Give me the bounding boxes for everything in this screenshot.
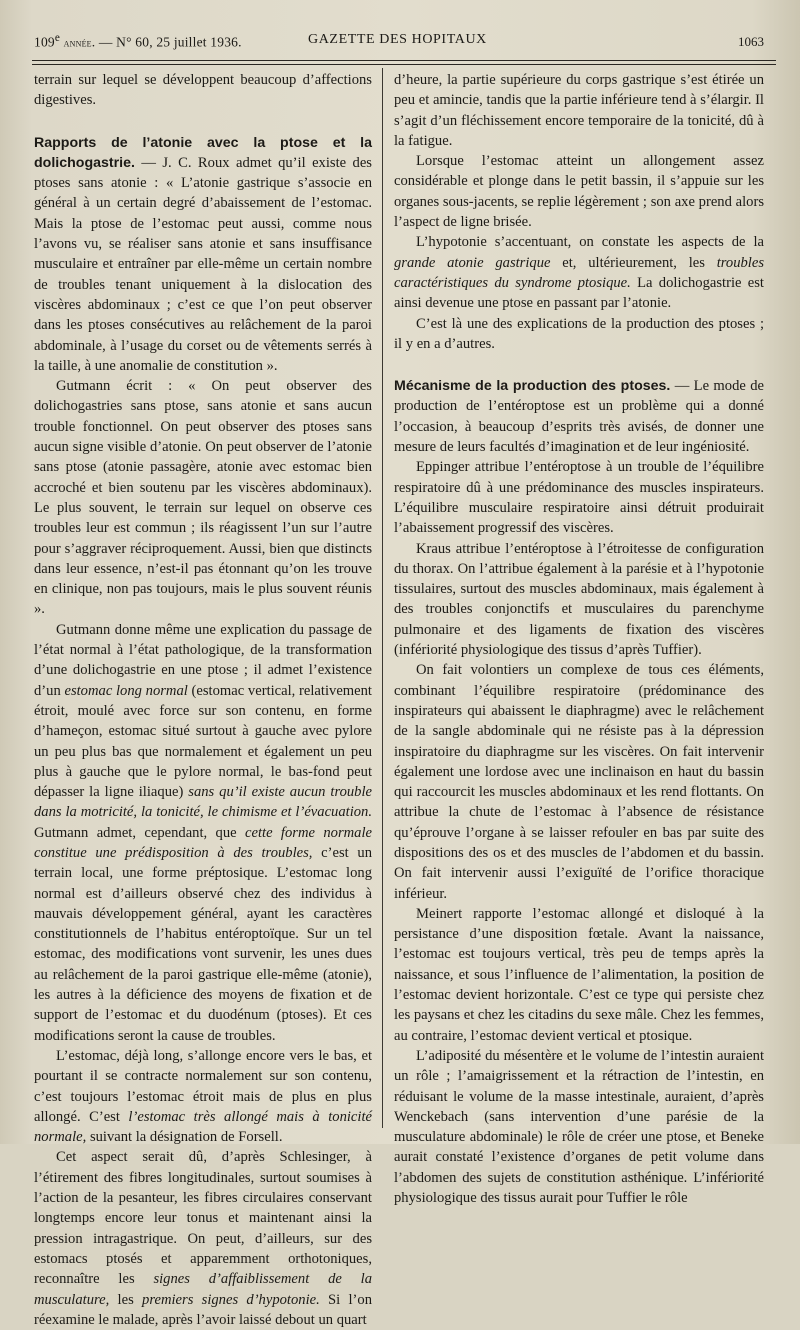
- paragraph: L’estomac, déjà long, s’allonge encore vers le bas, et pourtant il se contracte normalement sur son contenu, c’est toujours l’estomac étroit mais de plus en plus allongé. C’est l’estomac très allongé mais à tonicité normale, suivant la désignation de Forsell.: [34, 1047, 372, 1146]
- left-column: [34, 70, 372, 1330]
- paragraph: Kraus attribue l’entéroptose à l’étroitesse de configuration du thorax. On l’attribue également à la parésie et à l’hypotonie tissulaires, surtout des muscles abdominaux, mais également à des troubles conjonctifs et musculaires du parenchyme pulmonaire et des ligaments de fixation des viscères (infériorité physiologique des tissus d’après Tuffier).: [394, 540, 764, 659]
- section-runin: — J. C. Roux admet qu’il existe des ptoses sans atonie : « L’atonie gastrique s’associe en général à un certain degré d’abaissement de l’estomac. Mais la ptose de l’estomac peut aussi, comme nous l’avons vu, se réaliser sans atonie et sans insuffisance musculaire et entraîner par elle-même un certain nombre de troubles tenant uniquement à la dislocation des viscères abdominaux ; c’est ce que l’on peut observer dans les ptoses consécutives au relâchement de la paroi abdominale, à l’usage du corset ou de vêtements serrés à la taille, à une anomalie de constitution ».: [34, 154, 372, 374]
- page-number: 1063: [738, 34, 764, 49]
- paragraph: terrain sur lequel se développent beaucoup d’affections digestives.: [34, 72, 372, 109]
- paragraph: C’est là une des explications de la production des ptoses ; il y en a d’autres.: [394, 315, 764, 352]
- paragraph: Meinert rapporte l’estomac allongé et disloqué à la persistance d’une disposition fœtale. Avant la naissance, l’estomac est toujours vertical, très peu de temps après la naissance, et sous l’influence de l’alimentation, la position de l’estomac devient horizontale. C’est ce type qui persiste chez les paysans et chez les citadins du sexe mâle. Chez les femmes, au contraire, l’estomac devient vertical et ptosique.: [394, 905, 764, 1044]
- issue-sup: e: [54, 32, 61, 44]
- issue-annee: année: [63, 37, 92, 50]
- paragraph: Gutmann écrit : « On peut observer des dolichogastries sans ptose, sans atonie et sans aucun trouble fonctionnel. On peut observer des ptoses sans aucun signe visible d’atonie. On peut observer de l’atonie sans ptose (atonie passagère, atonie avec estomac bien accroché et bien soutenu par les viscères abdominaux). Le plus souvent, le terrain sur lequel on observe ces troubles leur est commun ; ils réagissent l’un sur l’autre pour s’aggraver réciproquement. Aussi, bien que distincts dans leur essence, n’est-il pas étonnant qu’on les trouve en clinique, non pas toujours, mais le plus souvent réunis ».: [34, 378, 372, 618]
- journal-title: GAZETTE DES HOPITAUX: [308, 32, 487, 47]
- right-column: [394, 70, 764, 1208]
- paragraph: Gutmann donne même une explication du passage de l’état normal à l’état pathologique, de la transformation d’une dolichogastrie en une ptose ; il admet l’existence d’un estomac long normal (estomac vertical, relativement étroit, moulé avec force sur son contenu, en forme d’hameçon, estomac situé surtout à gauche avec pylore un peu plus bas que normalement et également un peu plus à gauche que le pylore normal, le bas-fond peut dépasser la ligne iliaque) sans qu’il existe aucun trouble dans la motricité, la tonicité, le chimisme et l’évacuation. Gutmann admet, cependant, que cette forme normale constitue une prédisposition à des troubles, c’est un terrain local, une forme préptosique. L’estomac long normal est d’ailleurs observé chez des individus à mauvais développement général, ayant les caractères constitutionnels de l’habitus entéroptoïque. Sur un tel estomac, des modifications vont survenir, les unes dues au relâchement de la paroi gastrique elle-même (atonie), les autres à la déficience des moyens de fixation et de support de l’estomac et du duodénum (ptoses). Et ces modifications seront la cause de troubles.: [34, 621, 373, 1044]
- header-rule-bottom: [32, 64, 776, 65]
- issue-number: 109: [34, 34, 55, 50]
- header-rule-top: [32, 60, 776, 61]
- issue-info: [34, 32, 242, 51]
- paragraph: Eppinger attribue l’entéroptose à un trouble de l’équilibre respiratoire dû à une prédominance des muscles inspirateurs. L’équilibre musculaire respiratoire ainsi détruit produirait l’abaissement progressif des viscères.: [394, 459, 764, 537]
- issue-date: . — N° 60, 25 juillet 1936.: [91, 34, 242, 50]
- section-title: Mécanisme de la production des ptoses.: [394, 378, 671, 395]
- paragraph: d’heure, la partie supérieure du corps gastrique s’est étirée un peu et amincie, tandis que la partie inférieure tend à s’élargir. Il s’agit d’un fléchissement encore temporaire de la tonicité, dû à la fatigue.: [394, 72, 764, 149]
- column-divider: [382, 68, 383, 1128]
- paragraph: Lorsque l’estomac atteint un allongement assez considérable et plonge dans le petit bassin, il s’appuie sur les organes sous-jacents, se replie légèrement ; son axe prend alors l’aspect de ligne brisée.: [394, 153, 764, 231]
- paragraph: Cet aspect serait dû, d’après Schlesinger, à l’étirement des fibres longitudinales, surtout soumises à l’action de la pesanteur, les fibres circulaires conservant longtemps encore leur tonus et maintenant ainsi la pression intragastrique. On peut, d’ailleurs, sur des estomacs ptosés et apparemment orthotoniques, reconnaître les signes d’affaiblissement de la musculature, les premiers signes d’hypotonie. Si l’on réexamine le malade, après l’avoir laissé debout un quart: [34, 1149, 372, 1328]
- section-heading-atonie-ptose: [34, 133, 372, 377]
- section-title: Rapports de l’atonie avec la ptose et la dolichogastrie.: [34, 134, 372, 171]
- paragraph: L’hypotonie s’accentuant, on constate les aspects de la grande atonie gastrique et, ultérieurement, les troubles caractéristiques du syndrome ptosique. La dolichogastrie est ainsi devenue une ptose en passant par l’atonie.: [394, 234, 764, 312]
- paragraph: On fait volontiers un complexe de tous ces éléments, combinant l’équilibre respiratoire (prédominance des inspirateurs qui abaissent le diaphragme) avec le relâchement de la sangle abdominale qui ne résiste pas à la dépression inspiratoire du diaphragme sur les viscères. On fait intervenir également une lordose avec une inclinaison en haut du bassin qui raccourcit les muscles abdominaux et les rend flottants. On attribue la chute de l’estomac à l’absence de résistance qu’éprouve l’organe à se laisser refouler en bas par suite des dispositions des os et des muscles de l’abdomen et du bassin. On fait intervenir aussi l’exiguïté de l’orifice thoracique inférieur.: [394, 662, 764, 902]
- paragraph: L’adiposité du mésentère et le volume de l’intestin auraient un rôle ; l’amaigrissement et la rétraction de l’intestin, en réduisant le volume de la masse intestinale, auraient, d’après Wenckebach (sans intervention d’une parésie de la musculature abdominale) le rôle de créer une ptose, et Beneke aurait constaté l’existence d’organes de petit volume dans l’abdomen des sujets de constitution asthénique. L’infériorité physiologique des tissus aurait pour Tuffier le rôle: [394, 1047, 764, 1207]
- section-runin: — Le mode de production de l’entéroptose est un problème qui a donné l’occasion, à beaucoup d’esprits très avisés, de donner une mesure de leurs facultés d’imagination et de leur ingéniosité.: [394, 378, 764, 456]
- section-heading-mecanisme: [394, 376, 764, 457]
- running-header: [34, 32, 764, 58]
